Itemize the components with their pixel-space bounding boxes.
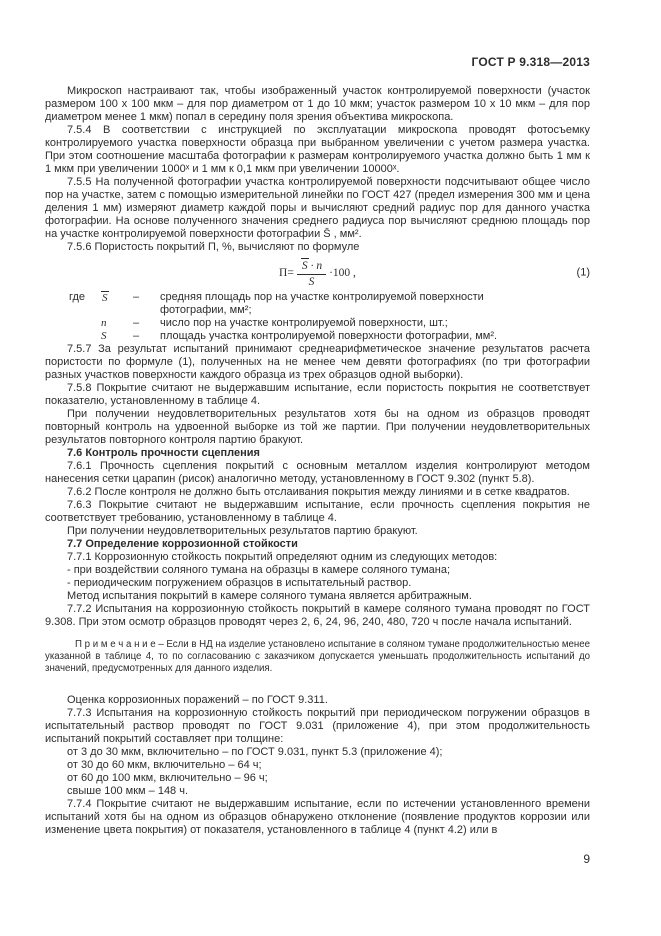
variable-definition-row xyxy=(45,291,590,317)
paragraph: 7.6.3 Покрытие считают не выдержавшим испытание, если прочность сцепления покрытия не соответствует требованию, установленному в таблице 4. xyxy=(45,499,590,524)
section-heading: 7.7 Определение коррозионной стойкости xyxy=(67,538,298,550)
document-header-standard-number: ГОСТ Р 9.318—2013 xyxy=(471,55,590,69)
formula-block xyxy=(45,258,590,288)
variable-letter: n xyxy=(101,317,107,329)
formula-numerator-rest: · n xyxy=(310,260,323,273)
variable-description: средняя площадь пор на участке контролируемой поверхности фотографии, мм²; xyxy=(160,291,484,316)
varlist-intro-word: где xyxy=(69,291,86,303)
paragraph: 7.6.2 После контроля не должно быть отслаивания покрытия между линиями и в сетке квадратов. xyxy=(67,486,570,498)
paragraph: - периодическим погружением образцов в испытательный раствор. xyxy=(67,577,412,589)
paragraph: 7.7.3 Испытания на коррозионную стойкость покрытий при периодическом погружении образцов в испытательный раствор проводят по ГОСТ 9.031 (приложение 4), при этом продолжительность испытаний покрытий составляет при толщине: xyxy=(45,706,590,745)
varlist-intro-word xyxy=(45,330,101,343)
paragraph: 7.5.4 В соответствии с инструкцией по эксплуатации микроскопа проводят фотосъемку контролируемого участка поверхности образца при выбранном увеличении с учетом размера участка. При этом соотношение масштаба фотографии к размерам контролируемого участка должно быть 1 мм к 1 мкм при увеличении 1000ˣ и 1 мм к 0,1 мкм при увеличении 10000ˣ. xyxy=(45,124,590,175)
paragraph: 7.5.7 За результат испытаний принимают среднеарифметическое значение результатов расчета пористости по формуле (1), полученных на не менее чем девяти фотографиях (по три фотографии разных участков поверхности каждого образца из трех образцов одной выборки). xyxy=(45,343,590,381)
variable-description: площадь участка контролируемой поверхности фотографии, мм². xyxy=(160,330,498,342)
variable-definition-row xyxy=(45,317,590,330)
variable-definitions-list xyxy=(45,291,590,343)
paragraph: При получении неудовлетворительных результатов хотя бы на одном из образцов проводят повторный контроль на удвоенной выборке из той же партии. При получении неудовлетворительных результатов повторного контроля партию бракуют. xyxy=(45,408,590,446)
variable-symbol xyxy=(101,317,133,330)
document-body xyxy=(45,85,590,837)
paragraph: Метод испытания покрытий в камере соляного тумана является арбитражным. xyxy=(67,590,472,602)
note-paragraph: П р и м е ч а н и е – Если в НД на изделие установлено испытание в соляном тумане продолжительностью менее указанной в таблице 4, то по согласованию с заказчиком допускается уменьшать продолжительность испытаний до значений, предусмотренных для данного изделия. xyxy=(45,639,590,675)
paragraph: 7.5.5 На полученной фотографии участка контролируемой поверхности подсчитывают общее число пор на участке, затем с помощью измерительной линейки по ГОСТ 427 (предел измерения 300 мм и цена деления 1 мм) измеряют диаметр каждой поры и вычисляют средний радиус пор для данного участка фотографии. На основе полученного значения среднего радиуса пор вычисляют среднюю площадь пор на участке контролируемой поверхности фотографии S̄ , мм². xyxy=(45,176,590,240)
paragraph: 7.7.4 Покрытие считают не выдержавшим испытание, если по истечении установленного времени испытаний хотя бы на одном из образцов обнаружено отклонение (появление продуктов коррозии или изменение цвета покрытия) от показателя, установленного в таблице 4 (пункт 4.2) или в xyxy=(45,797,590,836)
paragraph: - при воздействии соляного тумана на образцы в камере соляного тумана; xyxy=(67,564,451,576)
paragraph: Микроскоп настраивают так, чтобы изображенный участок контролируемой поверхности (участок размером 100 х 100 мкм – для пор диаметром от 1 до 10 мкм; участок размером 10 х 10 мкм – для пор диаметром менее 1 мкм) попал в середину поля зрения объектива микроскопа. xyxy=(45,85,590,123)
formula-number: (1) xyxy=(576,266,590,279)
section-heading: 7.6 Контроль прочности сцепления xyxy=(67,447,260,459)
paragraph: 7.5.6 Пористость покрытий П, %, вычисляют по формуле xyxy=(67,241,360,253)
paragraph: 7.7.1 Коррозионную стойкость покрытий определяют одним из следующих методов: xyxy=(67,551,498,563)
paragraph: 7.7.2 Испытания на коррозионную стойкость покрытий в камере соляного тумана проводят по ГОСТ 9.308. При этом осмотр образцов проводят через 2, 6, 24, 96, 240, 480, 720 ч после начала испытаний. xyxy=(45,603,590,628)
definition-dash: – xyxy=(133,317,140,329)
formula-denominator: S xyxy=(308,275,315,288)
varlist-intro-word xyxy=(45,317,101,330)
formula-lhs: П= xyxy=(279,266,294,279)
formula-rhs: ·100 , xyxy=(329,266,356,279)
paragraph: от 3 до 30 мкм, включительно – по ГОСТ 9.031, пункт 5.3 (приложение 4); xyxy=(67,745,443,758)
paragraph: 7.5.8 Покрытие считают не выдержавшим испытание, если пористость покрытия не соответствует показателю, установленному в таблице 4. xyxy=(45,382,590,407)
definition-dash: – xyxy=(133,291,140,303)
paragraph: свыше 100 мкм – 148 ч. xyxy=(67,784,189,797)
paragraph: от 30 до 60 мкм, включительно – 64 ч; xyxy=(67,758,262,771)
formula-expression xyxy=(279,258,356,288)
variable-symbol xyxy=(101,330,133,343)
overlined-s-symbol: S xyxy=(102,292,108,304)
paragraph: Оценка коррозионных поражений – по ГОСТ 9.311. xyxy=(67,693,328,706)
variable-definition-row xyxy=(45,330,590,343)
definition-dash: – xyxy=(133,330,140,342)
variable-letter: S xyxy=(101,330,107,342)
overlined-s-symbol: S xyxy=(301,260,308,273)
page-number: 9 xyxy=(583,852,590,866)
variable-symbol xyxy=(101,291,133,317)
paragraph: 7.6.1 Прочность сцепления покрытий с основным металлом изделия контролируют методом нанесения сетки царапин (рисок) аналогично методу, установленному в ГОСТ 9.302 (пункт 5.8). xyxy=(45,460,590,485)
paragraph: от 60 до 100 мкм, включительно – 96 ч; xyxy=(67,771,268,784)
variable-description: число пор на участке контролируемой поверхности, шт.; xyxy=(160,317,448,329)
formula-fraction xyxy=(297,258,326,287)
formula-numerator xyxy=(297,258,326,274)
paragraph: При получении неудовлетворительных результатов партию бракуют. xyxy=(67,525,418,537)
